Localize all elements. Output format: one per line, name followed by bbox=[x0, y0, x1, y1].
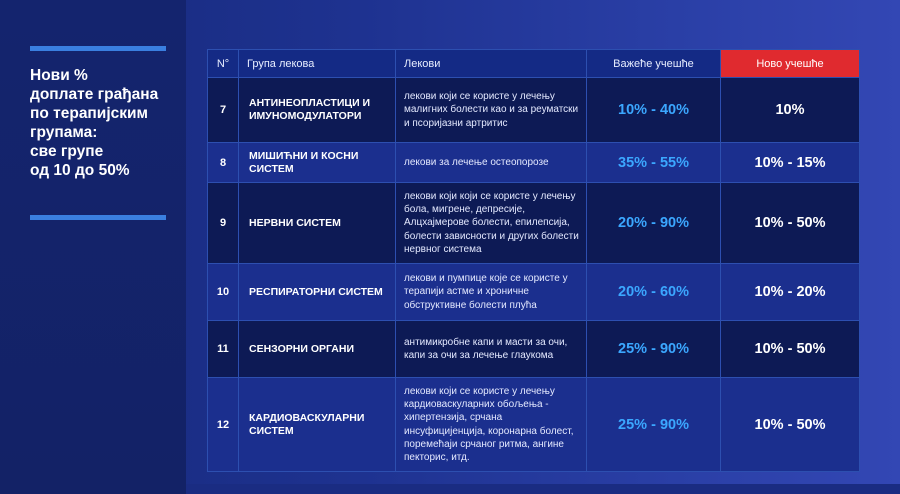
row-group: МИШИЋНИ И КОСНИ СИСТЕМ bbox=[239, 143, 396, 183]
sidebar-panel bbox=[0, 0, 186, 494]
sidebar-line: доплате грађана bbox=[30, 86, 159, 103]
row-drugs: лекови који се користе у лечењу малигних болести као и за реуматски и псоријазни артритис bbox=[396, 78, 587, 143]
row-number: 10 bbox=[208, 264, 239, 321]
row-drugs: антимикробне капи и масти за очи, капи за очи за лечење глаукома bbox=[396, 321, 587, 378]
participation-table bbox=[207, 49, 860, 472]
row-new-share: 10% - 50% bbox=[721, 321, 860, 378]
row-group: НЕРВНИ СИСТЕМ bbox=[239, 183, 396, 264]
sidebar-line: све групе bbox=[30, 143, 104, 160]
row-current-share: 25% - 90% bbox=[587, 321, 721, 378]
sidebar-rule-bottom bbox=[30, 215, 166, 220]
row-group: КАРДИОВАСКУЛАРНИ СИСТЕМ bbox=[239, 378, 396, 472]
row-new-share: 10% - 20% bbox=[721, 264, 860, 321]
row-current-share: 35% - 55% bbox=[587, 143, 721, 183]
row-number: 12 bbox=[208, 378, 239, 472]
row-current-share: 25% - 90% bbox=[587, 378, 721, 472]
row-group: СЕНЗОРНИ ОРГАНИ bbox=[239, 321, 396, 378]
row-drugs: лекови за лечење остеопорозе bbox=[396, 143, 587, 183]
header-new-share: Ново учешће bbox=[721, 50, 860, 78]
row-new-share: 10% - 50% bbox=[721, 378, 860, 472]
row-current-share: 20% - 60% bbox=[587, 264, 721, 321]
sidebar-line: групама: bbox=[30, 124, 98, 141]
row-current-share: 10% - 40% bbox=[587, 78, 721, 143]
table-row bbox=[208, 264, 860, 321]
header-drugs: Лекови bbox=[396, 50, 587, 78]
sidebar-line: Нови % bbox=[30, 67, 88, 84]
table-row bbox=[208, 378, 860, 472]
sidebar-title bbox=[30, 66, 180, 180]
sidebar-line: од 10 до 50% bbox=[30, 162, 130, 179]
table-row bbox=[208, 183, 860, 264]
header-number: N° bbox=[208, 50, 239, 78]
sidebar-rule-top bbox=[30, 46, 166, 51]
row-drugs: лекови који се користе у лечењу кардиоваскуларних обољења - хипертензија, срчана инсуфицијенција, коронарна болест, поремећаји срчаног ритма, ангине пекторис, итд. bbox=[396, 378, 587, 472]
table-row bbox=[208, 78, 860, 143]
bottom-strip bbox=[186, 484, 900, 494]
row-new-share: 10% - 50% bbox=[721, 183, 860, 264]
row-number: 11 bbox=[208, 321, 239, 378]
header-group: Група лекова bbox=[239, 50, 396, 78]
row-number: 8 bbox=[208, 143, 239, 183]
row-new-share: 10% bbox=[721, 78, 860, 143]
row-drugs: лекови који који се користе у лечењу бола, мигрене, депресије, Алцхајмерове болести, епилепсија, болести зависности и других болести нервног система bbox=[396, 183, 587, 264]
table-row bbox=[208, 143, 860, 183]
row-number: 7 bbox=[208, 78, 239, 143]
row-drugs: лекови и пумпице које се користе у терапији астме и хроничне обструктивне болести плућа bbox=[396, 264, 587, 321]
table-row bbox=[208, 321, 860, 378]
table-header-row bbox=[208, 50, 860, 78]
row-number: 9 bbox=[208, 183, 239, 264]
row-group: РЕСПИРАТОРНИ СИСТЕМ bbox=[239, 264, 396, 321]
row-group: АНТИНЕОПЛАСТИЦИ И ИМУНОМОДУЛАТОРИ bbox=[239, 78, 396, 143]
sidebar-line: по терапијским bbox=[30, 105, 149, 122]
row-new-share: 10% - 15% bbox=[721, 143, 860, 183]
header-current-share: Важеће учешће bbox=[587, 50, 721, 78]
row-current-share: 20% - 90% bbox=[587, 183, 721, 264]
